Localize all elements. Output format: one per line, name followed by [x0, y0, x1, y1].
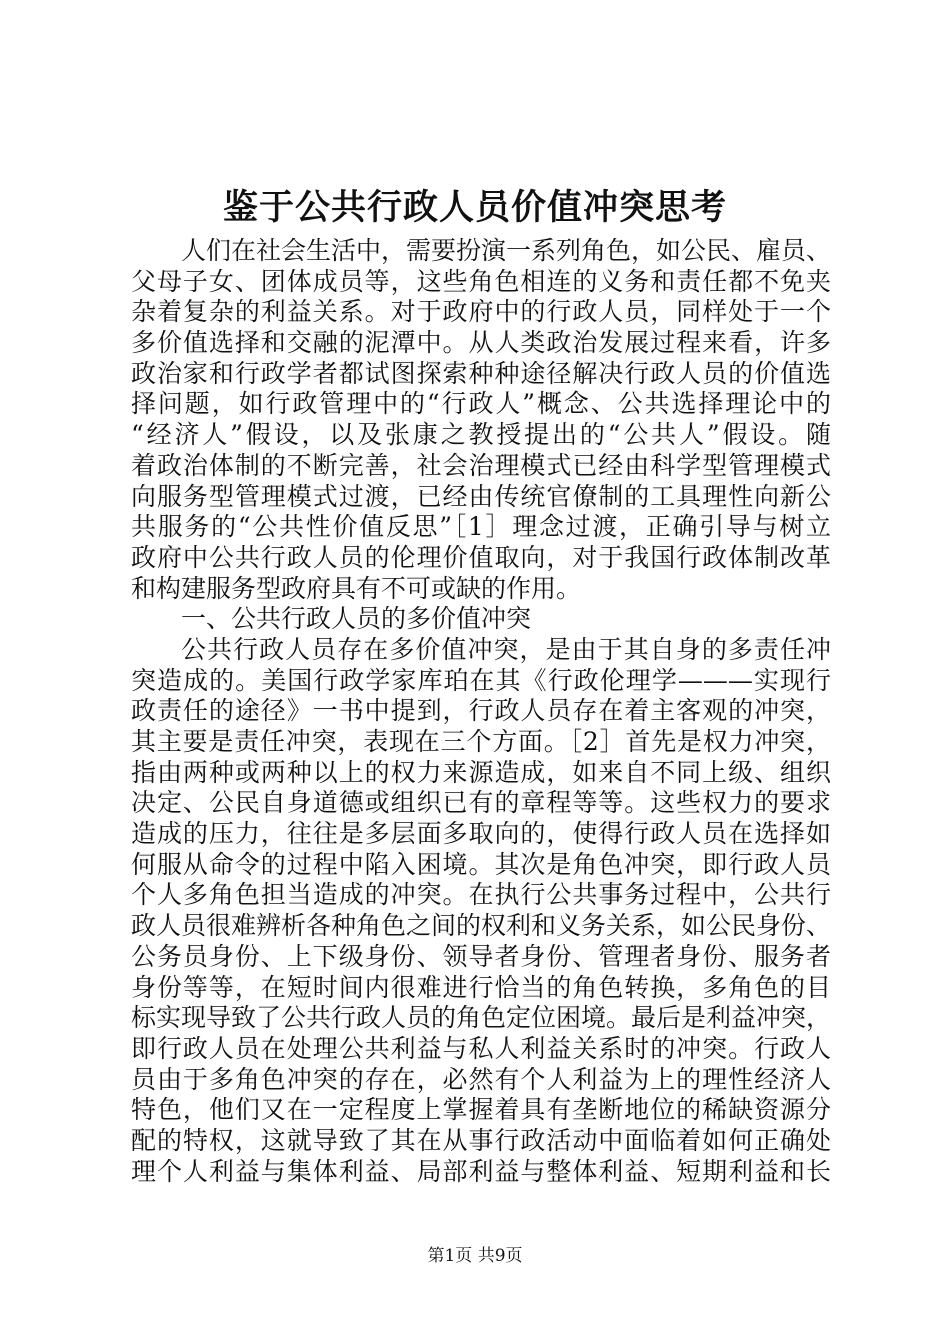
- text-line: “经济人”假设，以及张康之教授提出的“公共人”假设。随: [131, 420, 831, 450]
- page-number-footer: 第1页 共9页: [427, 1246, 523, 1266]
- text-line: 政责任的途径》一书中提到，行政人员存在着主客观的冲突，: [131, 696, 831, 726]
- text-line: 政府中公共行政人员的伦理价值取向，对于我国行政体制改革: [131, 542, 831, 572]
- document-title: 鉴于公共行政人员价值冲突思考: [222, 187, 727, 228]
- document-body: [131, 236, 831, 1187]
- text-line-paragraph-start: 公共行政人员存在多价值冲突，是由于其自身的多责任冲: [181, 634, 831, 664]
- text-line: 其主要是责任冲突，表现在三个方面。［2］首先是权力冲突，: [131, 727, 831, 756]
- text-line: 即行政人员在处理公共利益与私人利益关系时的冲突。行政人: [131, 1033, 831, 1063]
- text-line: 共服务的“公共性价值反思”［1］理念过渡，正确引导与树立: [131, 512, 831, 542]
- text-line: 父母子女、团体成员等，这些角色相连的义务和责任都不免夹: [131, 266, 831, 296]
- text-line: 杂着复杂的利益关系。对于政府中的行政人员，同样处于一个: [131, 297, 831, 327]
- text-line-paragraph-end: 和构建服务型政府具有不可或缺的作用。: [131, 573, 582, 603]
- text-line: 着政治体制的不断完善，社会治理模式已经由科学型管理模式: [131, 450, 831, 480]
- text-line: 决定、公民自身道德或组织已有的章程等等。这些权力的要求: [131, 788, 831, 818]
- text-line: 员由于多角色冲突的存在，必然有个人利益为上的理性经济人: [131, 1064, 831, 1094]
- text-line: 择问题，如行政管理中的“行政人”概念、公共选择理论中的: [131, 389, 831, 419]
- text-line: 公务员身份、上下级身份、领导者身份、管理者身份、服务者: [131, 941, 831, 971]
- text-line-paragraph-start: 人们在社会生活中，需要扮演一系列角色，如公民、雇员、: [181, 236, 832, 265]
- text-line: 政人员很难辨析各种角色之间的权利和义务关系，如公民身份、: [131, 911, 832, 941]
- text-line: 个人多角色担当造成的冲突。在执行公共事务过程中，公共行: [131, 880, 831, 910]
- section-heading: 一、公共行政人员的多价值冲突: [181, 604, 532, 634]
- text-line: 身份等等，在短时间内很难进行恰当的角色转换，多角色的目: [131, 972, 831, 1002]
- text-line: 标实现导致了公共行政人员的角色定位困境。最后是利益冲突，: [131, 1003, 832, 1033]
- text-line: 多价值选择和交融的泥潭中。从人类政治发展过程来看，许多: [131, 328, 831, 358]
- text-line: 配的特权，这就导致了其在从事行政活动中面临着如何正确处: [131, 1125, 831, 1155]
- text-line: 政治家和行政学者都试图探索种种途径解决行政人员的价值选: [131, 358, 831, 388]
- text-line: 指由两种或两种以上的权力来源造成，如来自不同上级、组织: [131, 757, 831, 787]
- text-line: 何服从命令的过程中陷入困境。其次是角色冲突，即行政人员: [131, 849, 831, 879]
- text-line: 理个人利益与集体利益、局部利益与整体利益、短期利益和长: [131, 1156, 831, 1186]
- text-line: 造成的压力，往往是多层面多取向的，使得行政人员在选择如: [131, 819, 831, 849]
- text-line: 向服务型管理模式过渡，已经由传统官僚制的工具理性向新公: [131, 481, 831, 511]
- text-line: 特色，他们又在一定程度上掌握着具有垄断地位的稀缺资源分: [131, 1095, 831, 1125]
- text-line: 突造成的。美国行政学家库珀在其《行政伦理学———实现行: [131, 665, 831, 695]
